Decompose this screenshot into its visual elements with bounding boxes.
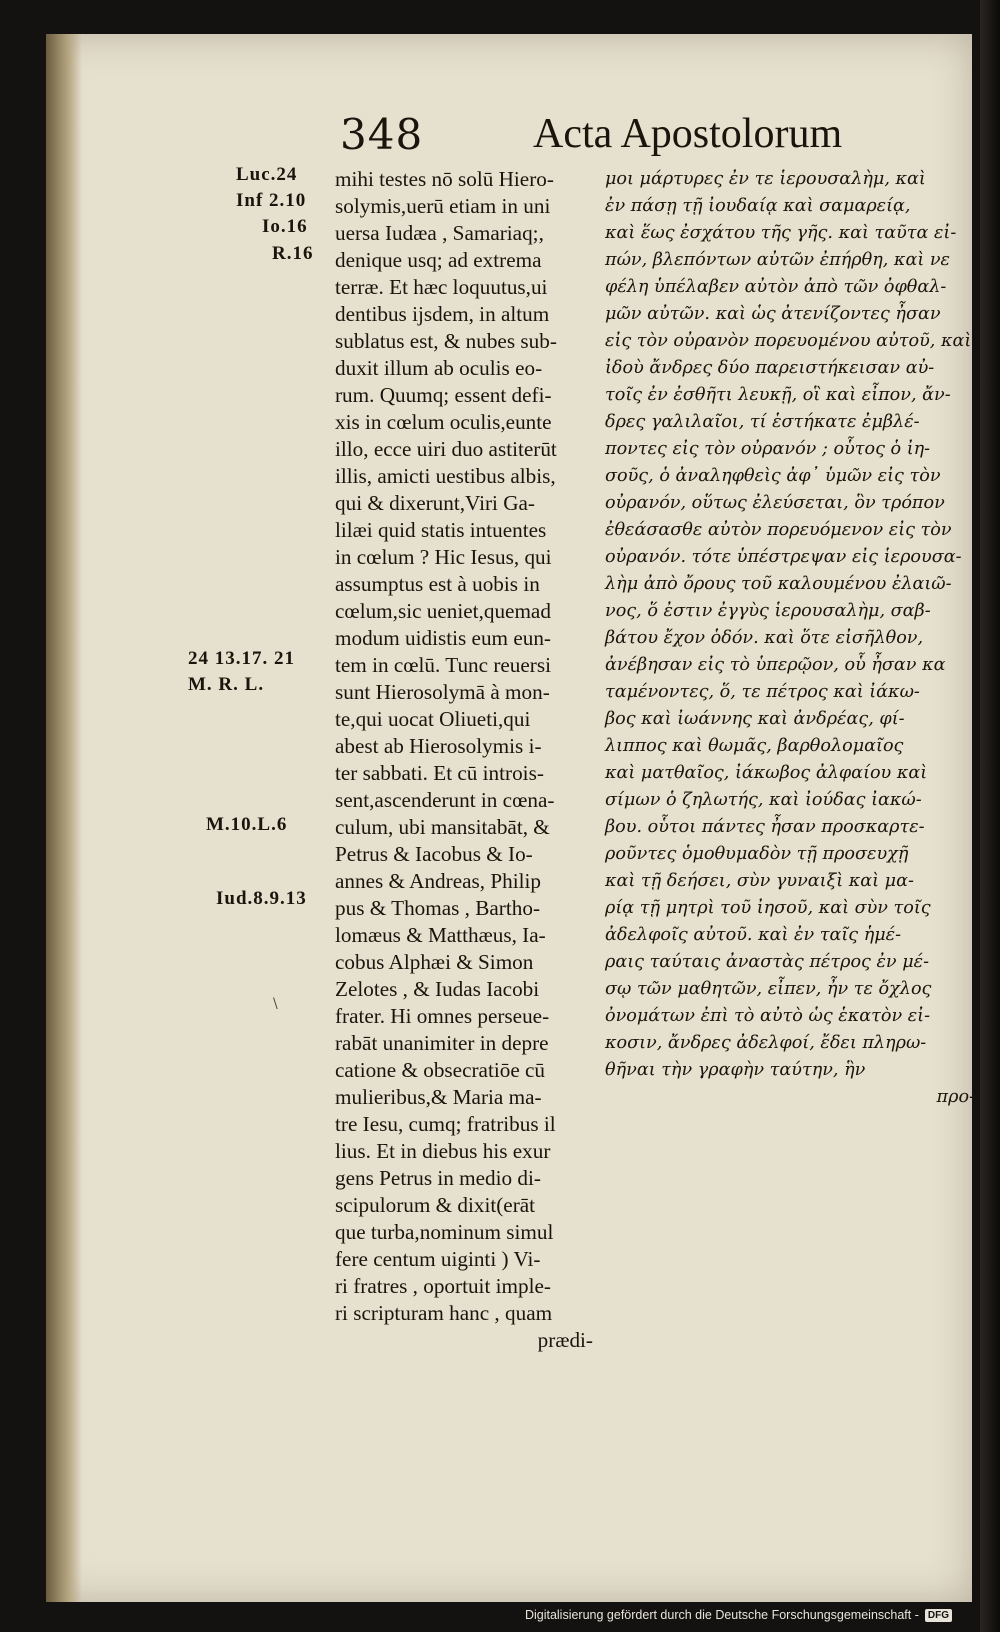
greek-line: ἐν πάσῃ τῇ ἰουδαίᾳ καὶ σαμαρείᾳ, [605,196,911,216]
margin-note: M.10.L.6 [206,814,288,835]
latin-line: mihi testes nō solū Hiero- [335,167,554,191]
dfg-logo: DFG [925,1609,952,1622]
greek-line: ἀνέβησαν εἰς τὸ ὑπερῷον, οὗ ἦσαν κα [605,655,946,675]
greek-line: οὐρανόν, οὕτως ἐλεύσεται, ὃν τρόπον [605,493,945,513]
greek-line: καὶ τῇ δεήσει, σὺν γυναιξὶ καὶ μα- [605,871,914,891]
latin-line: lius. Et in diebus his exur [335,1139,551,1163]
latin-line: terræ. Et hæc loquutus,ui [335,275,548,299]
latin-line: ter sabbati. Et cū introis- [335,761,544,785]
latin-line: sent,ascenderunt in cœna- [335,788,555,812]
greek-line: νος, ὅ ἐστιν ἐγγὺς ἱερουσαλὴμ, σαβ- [605,601,931,621]
latin-line: assumptus est à uobis in [335,572,540,596]
greek-line: ἐθεάσασθε αὐτὸν πορευόμενον εἰς τὸν [605,520,952,540]
latin-line: mulieribus,& Maria ma- [335,1085,542,1109]
latin-line: qui & dixerunt,Viri Ga- [335,491,535,515]
greek-line: σοῦς, ὁ ἀναληφθεὶς ἀφ᾽ ὑμῶν εἰς τὸν [605,466,941,486]
greek-line: κοσιν, ἄνδρες ἀδελφοί, ἔδει πληρω- [605,1033,927,1053]
stray-mark: \ [273,996,278,1012]
greek-line: φέλη ὑπέλαβεν αὐτὸν ἀπὸ τῶν ὀφθαλ- [605,277,947,297]
greek-line: ραις ταύταις ἀναστὰς πέτρος ἐν μέ- [605,952,930,972]
latin-line: dentibus ijsdem, in altum [335,302,550,326]
greek-line: λὴμ ἀπὸ ὄρους τοῦ καλουμένου ἐλαιῶ- [605,574,952,594]
latin-line: que turba,nominum simul [335,1220,554,1244]
latin-line: tem in cœlū. Tunc reuersi [335,653,551,677]
binding-edge [980,0,1000,1632]
latin-line: duxit illum ab oculis eo- [335,356,543,380]
latin-line: ri scripturam hanc , quam [335,1301,553,1325]
latin-line: ri fratres , oportuit imple- [335,1274,551,1298]
greek-line: ὀνομάτων ἐπὶ τὸ αὐτὸ ὡς ἑκατὸν εἰ- [605,1006,931,1026]
margin-note: R.16 [272,243,314,264]
latin-line: sunt Hierosolymā à mon- [335,680,550,704]
margin-note: Io.16 [262,216,308,237]
greek-line: ταμένοντες, ὅ, τε πέτρος καὶ ἰάκω- [605,682,920,702]
latin-line: te,qui uocat Oliueti,qui [335,707,531,731]
latin-line: pus & Thomas , Bartho- [335,896,540,920]
greek-line: οὐρανόν. τότε ὑπέστρεψαν εἰς ἱερουσα- [605,547,962,567]
margin-note: Inf 2.10 [236,190,307,211]
greek-line: ποντες εἰς τὸν οὐρανόν ; οὗτος ὁ ἰη- [605,439,931,459]
latin-line: illis, amicti uestibus albis, [335,464,556,488]
latin-line: solymis,uerū etiam in uni [335,194,551,218]
latin-line: modum uidistis eum eun- [335,626,551,650]
catchword: προ- [936,1087,975,1107]
greek-line: ἀδελφοῖς αὐτοῦ. καὶ ἐν ταῖς ἡμέ- [605,925,902,945]
latin-line: Zelotes , & Iudas Iacobi [335,977,540,1001]
greek-line: δρες γαλιλαῖοι, τί ἑστήκατε ἐμβλέ- [605,412,920,432]
latin-line: uersa Iudæa , Samariaq;, [335,221,544,245]
latin-line: fere centum uiginti ) Vi- [335,1247,541,1271]
latin-line: frater. Hi omnes perseue- [335,1004,550,1028]
greek-line: λιππος καὶ θωμᾶς, βαρθολομαῖος [605,736,904,756]
latin-line: abest ab Hierosolymis i- [335,734,542,758]
latin-line: scipulorum & dixit(erāt [335,1193,536,1217]
latin-line: cobus Alphæi & Simon [335,950,534,974]
greek-line: πών, βλεπόντων αὐτῶν ἐπήρθη, καὶ νε [605,250,950,270]
latin-line: lilæi quid statis intuentes [335,518,547,542]
page-number: 348 [340,110,424,159]
greek-line: ρίᾳ τῇ μητρὶ τοῦ ἰησοῦ, καὶ σὺν τοῖς [605,898,931,918]
latin-line: annes & Andreas, Philip [335,869,541,893]
greek-line: βου. οὗτοι πάντες ἦσαν προσκαρτε- [605,817,925,837]
greek-line: καὶ ματθαῖος, ἰάκωβος ἀλφαίου καὶ [605,763,928,783]
latin-line: rabāt unanimiter in depre [335,1031,549,1055]
greek-line: ἰδοὺ ἄνδρες δύο παρειστήκεισαν αὐ- [605,358,935,378]
latin-line: illo, ecce uiri duo astiterūt [335,437,557,461]
latin-line: tre Iesu, cumq; fratribus il [335,1112,556,1136]
greek-line: μοι μάρτυρες ἐν τε ἱερουσαλὴμ, καὶ [605,169,926,189]
footer-text: Digitalisierung gefördert durch die Deutsche Forschungsgemeinschaft - [524,1608,919,1622]
latin-line: lomæus & Matthæus, Ia- [335,923,546,947]
greek-line: ροῦντες ὁμοθυμαδὸν τῇ προσευχῇ [605,844,909,864]
latin-line: in cœlum ? Hic Iesus, qui [335,545,552,569]
catchword: prædi- [537,1328,593,1352]
greek-line: σῳ τῶν μαθητῶν, εἶπεν, ἦν τε ὄχλος [605,979,932,999]
greek-line: βάτου ἔχον ὁδόν. καὶ ὅτε εἰσῆλθον, [605,628,924,648]
greek-line: εἰς τὸν οὐρανὸν πορευομένου αὐτοῦ, καὶ [605,331,972,351]
latin-line: catione & obsecratiōe cū [335,1058,546,1082]
greek-line: μῶν αὐτῶν. καὶ ὡς ἀτενίζοντες ἦσαν [605,304,941,324]
digitization-footer [525,1606,952,1624]
margin-note: Iud.8.9.13 [216,888,307,909]
margin-note: M. R. L. [188,674,265,695]
latin-line: rum. Quumq; essent defi- [335,383,552,407]
latin-line: cœlum,sic ueniet,quemad [335,599,551,623]
latin-column [335,166,593,1354]
greek-line: βος καὶ ἰωάννης καὶ ἀνδρέας, φί- [605,709,905,729]
greek-line: θῆναι τὴν γραφὴν ταύτην, ἣν [605,1060,866,1080]
greek-line: τοῖς ἐν ἐσθῆτι λευκῇ, οἳ καὶ εἶπον, ἄν- [605,385,951,405]
latin-line: xis in cœlum oculis,eunte [335,410,552,434]
latin-line: gens Petrus in medio di- [335,1166,541,1190]
greek-column [605,166,975,1111]
latin-line: sublatus est, & nubes sub- [335,329,557,353]
latin-line: denique usq; ad extrema [335,248,542,272]
margin-note: Luc.24 [236,164,298,185]
greek-line: σίμων ὁ ζηλωτής, καὶ ἰούδας ἰακώ- [605,790,922,810]
running-title: Acta Apostolorum [533,111,843,157]
latin-line: culum, ubi mansitabāt, & [335,815,550,839]
margin-note: 24 13.17. 21 [188,648,295,669]
latin-line: Petrus & Iacobus & Io- [335,842,533,866]
greek-line: καὶ ἕως ἐσχάτου τῆς γῆς. καὶ ταῦτα εἰ- [605,223,957,243]
page-gutter [46,34,82,1602]
